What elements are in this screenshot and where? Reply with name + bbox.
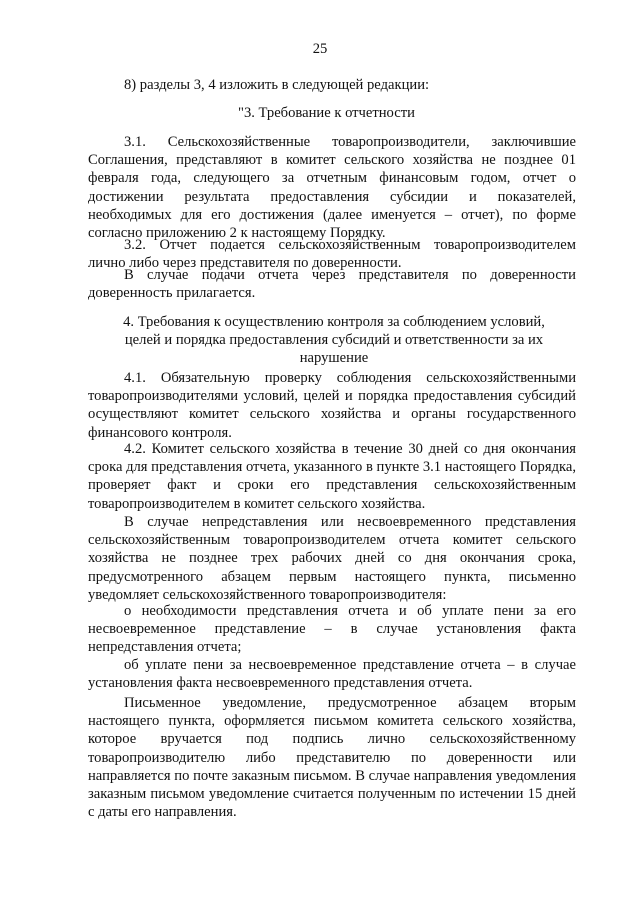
section-4-paragraph-5: об уплате пени за несвоевременное представление отчета – в случае установления факта несвоевременного представления отчета. <box>88 657 576 692</box>
section-3-paragraph-3: В случае подачи отчета через представителя по доверенности доверенность прилагается. <box>88 267 576 302</box>
section-4-paragraph-2: 4.2. Комитет сельского хозяйства в течение 30 дней со дня окончания срока для представления отчета, указанного в пункте 3.1 настоящего Порядка, проверяет факт и сроки его представления сельскохозяйственным товаропроизводителем в комитет сельского хозяйства. <box>88 441 576 512</box>
section-3-paragraph-2: 3.2. Отчет подается сельскохозяйственным товаропроизводителем лично либо через представителя по доверенности. <box>88 237 576 272</box>
section-4-paragraph-3: В случае непредставления или несвоевременного представления сельскохозяйственным товаропроизводителем отчета комитет сельского хозяйства не позднее трех рабочих дней со дня окончания срока, предусмотренного абзацем первым настоящего пункта, письменно уведомляет сельскохозяйственного товаропроизводителя: <box>88 514 576 603</box>
section-3-paragraph-1: 3.1. Сельскохозяйственные товаропроизводители, заключившие Соглашения, представляют в комитет сельского хозяйства не позднее 01 февраля года, следующего за отчетным финансовым годом, отчет о достижении результата предоставления субсидии и показателей, необходимых для его достижения (далее именуется – отчет), по форме согласно приложению 2 к настоящему Порядку. <box>88 134 576 242</box>
page-number: 25 <box>312 41 328 57</box>
section-4-paragraph-1: 4.1. Обязательную проверку соблюдения сельскохозяйственными товаропроизводителями условий, целей и порядка предоставления субсидий осуществляют комитет сельского хозяйства и органы государственного финансового контроля. <box>88 370 576 441</box>
section-3-heading: "3. Требование к отчетности <box>238 105 415 121</box>
section-4-paragraph-4: о необходимости представления отчета и об уплате пени за его несвоевременное представление – в случае установления факта непредставления отчета; <box>88 603 576 656</box>
section-4-paragraph-6: Письменное уведомление, предусмотренное абзацем вторым настоящего пункта, оформляется письмом комитета сельского хозяйства, которое вручается под подпись лично сельскохозяйственному товаропроизводителю либо представителю по доверенности или направляется по почте заказным письмом. В случае направления уведомления заказным письмом уведомление считается полученным по истечении 15 дней с даты его направления. <box>88 695 576 821</box>
section-4-heading: 4. Требования к осуществлению контроля за соблюдением условий, целей и порядка предоставления субсидий и ответственности за их нарушение <box>123 314 545 367</box>
amendment-intro: 8) разделы 3, 4 изложить в следующей редакции: <box>124 77 430 93</box>
